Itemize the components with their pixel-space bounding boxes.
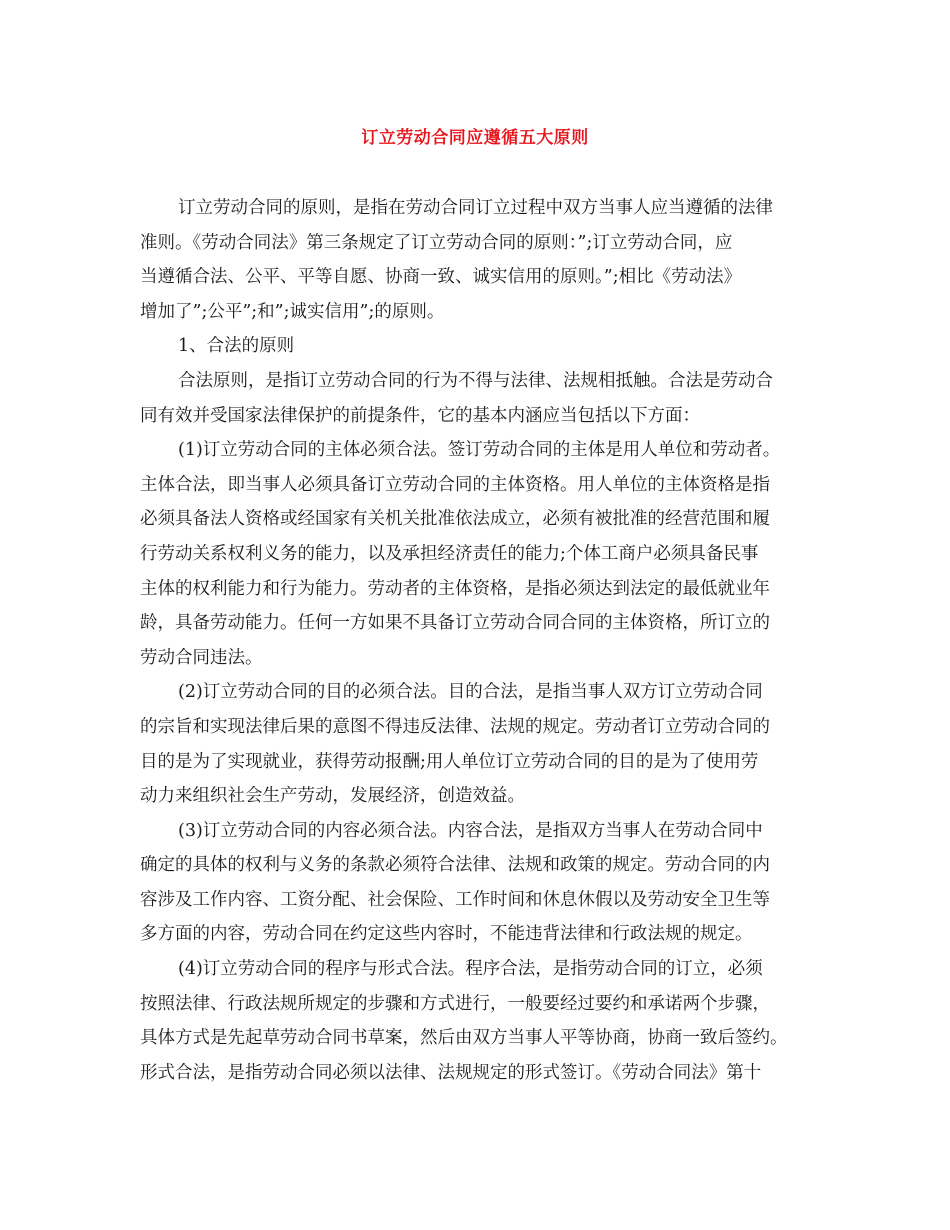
text-line: 多方面的内容，劳动合同在约定这些内容时，不能违背法律和行政法规的规定。 [140,924,753,945]
text-line: 动力来组织社会生产劳动，发展经济，创造效益。 [140,786,525,807]
text-line: 容涉及工作内容、工资分配、社会保险、工作时间和休息休假以及劳动安全卫生等 [140,889,770,910]
text-line: (1)订立劳动合同的主体必须合法。签订劳动合同的主体是用人单位和劳动者。 [178,440,781,461]
text-line: 行劳动关系权利义务的能力，以及承担经济责任的能力;个体工商户必须具备民事 [140,543,759,564]
text-line: 必须具备法人资格或经国家有关机关批准依法成立，必须有被批准的经营范围和履 [140,509,770,530]
text-line: (2)订立劳动合同的目的必须合法。目的合法，是指当事人双方订立劳动合同 [178,682,763,703]
text-line: (3)订立劳动合同的内容必须合法。内容合法，是指双方当事人在劳动合同中 [178,820,763,841]
text-line: 具体方式是先起草劳动合同书草案，然后由双方当事人平等协商，协商一致后签约。 [140,1028,788,1049]
text-line: 准则。《劳动合同法》第三条规定了订立劳动合同的原则：”;订立劳动合同，应 [140,232,733,253]
text-line: 龄，具备劳动能力。任何一方如果不具备订立劳动合同合同的主体资格，所订立的 [140,613,770,634]
text-line: 目的是为了实现就业，获得劳动报酬;用人单位订立劳动合同的目的是为了使用劳 [140,751,759,772]
text-line: 形式合法，是指劳动合同必须以法律、法规规定的形式签订。《劳动合同法》第十 [140,1062,762,1083]
text-line: 同有效并受国家法律保护的前提条件，它的基本内涵应当包括以下方面： [140,405,700,426]
text-line: 当遵循合法、公平、平等自愿、协商一致、诚实信用的原则。”;相比《劳动法》 [140,267,742,288]
text-line: 的宗旨和实现法律后果的意图不得违反法律、法规的规定。劳动者订立劳动合同的 [140,716,770,737]
document-title: 订立劳动合同应遵循五大原则 [361,128,589,148]
text-line: 增加了”;公平”;和”;诚实信用”;的原则。 [140,301,445,322]
text-line: 主体的权利能力和行为能力。劳动者的主体资格，是指必须达到法定的最低就业年 [140,578,770,599]
text-line: 确定的具体的权利与义务的条款必须符合法律、法规和政策的规定。劳动合同的内 [140,855,770,876]
document-body [140,191,816,1090]
text-line: 劳动合同违法。 [140,647,263,668]
text-line: 1、合法的原则 [178,336,295,357]
text-line: 主体合法，即当事人必须具备订立劳动合同的主体资格。用人单位的主体资格是指 [140,474,770,495]
text-line: 订立劳动合同的原则，是指在劳动合同订立过程中双方当事人应当遵循的法律 [178,198,773,218]
text-line: (4)订立劳动合同的程序与形式合法。程序合法，是指劳动合同的订立，必须 [178,959,763,980]
text-line: 合法原则，是指订立劳动合同的行为不得与法律、法规相抵触。合法是劳动合 [178,370,773,391]
text-line: 按照法律、行政法规所规定的步骤和方式进行，一般要经过要约和承诺两个步骤， [140,993,770,1014]
